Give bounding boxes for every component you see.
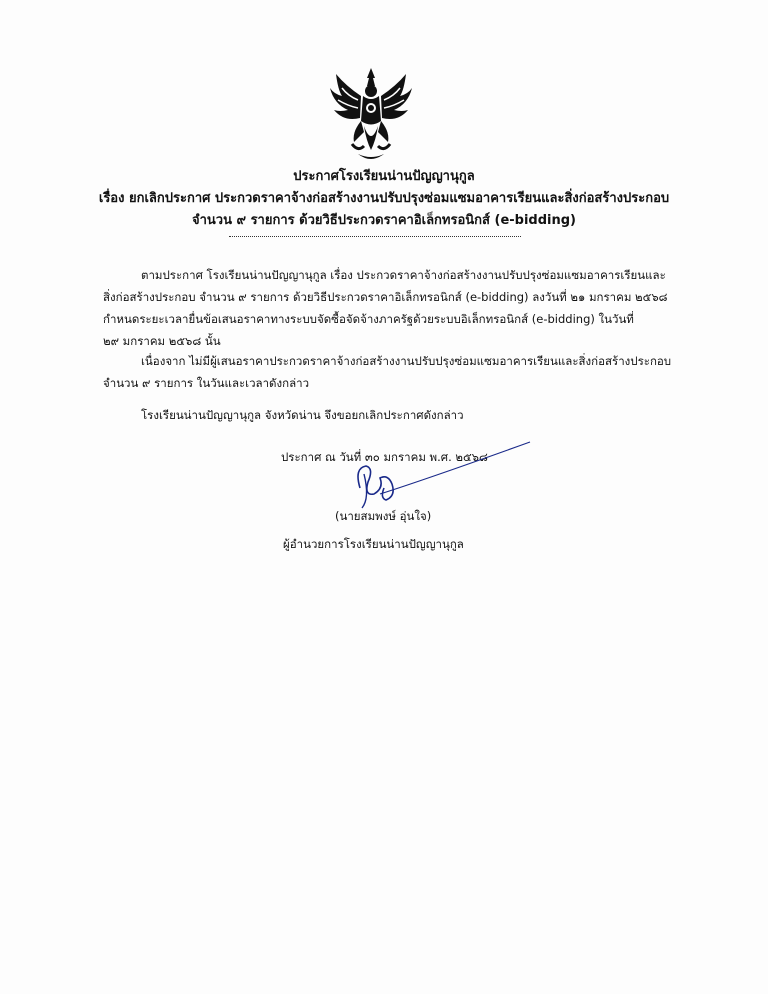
announcement-title: ประกาศโรงเรียนน่านปัญญานุกูล bbox=[293, 169, 475, 184]
paragraph-reason bbox=[103, 350, 672, 394]
paragraph-line: เนื่องจาก ไม่มีผู้เสนอราคาประกวดราคาจ้างก่อสร้างงานปรับปรุงซ่อมแซมอาคารเรียนและสิ่งก่อสร้างประกอบ bbox=[141, 354, 672, 368]
paragraph-background bbox=[103, 264, 668, 352]
paragraph-line: โรงเรียนน่านปัญญานุกูล จังหวัดน่าน จึงขอยกเลิกประกาศดังกล่าว bbox=[141, 408, 464, 422]
garuda-emblem-icon bbox=[328, 66, 414, 166]
paragraph-line: จำนวน ๙ รายการ ในวันและเวลาดังกล่าว bbox=[103, 376, 310, 390]
announcement-subject: เรื่อง ยกเลิกประกาศ ประกวดราคาจ้างก่อสร้างงานปรับปรุงซ่อมแซมอาคารเรียนและสิ่งก่อสร้างประกอบ bbox=[98, 191, 670, 206]
paragraph-line: ๒๙ มกราคม ๒๕๖๘ นั้น bbox=[103, 334, 221, 348]
paragraph-cancellation bbox=[141, 404, 701, 426]
paragraph-line: ตามประกาศ โรงเรียนน่านปัญญานุกูล เรื่อง ประกวดราคาจ้างก่อสร้างงานปรับปรุงซ่อมแซมอาคารเรียนและ bbox=[141, 268, 666, 282]
announcement-date: ประกาศ ณ วันที่ ๓๐ มกราคม พ.ศ. ๒๕๖๘ bbox=[281, 450, 488, 464]
signer-name: (นายสมพงษ์ อุ่นใจ) bbox=[335, 509, 432, 523]
announcement-subject-continued: จำนวน ๙ รายการ ด้วยวิธีประกวดราคาอิเล็กทรอนิกส์ (e-bidding) bbox=[192, 213, 576, 228]
title-divider bbox=[229, 236, 521, 237]
paragraph-line: กำหนดระยะเวลายื่นข้อเสนอราคาทางระบบจัดซื้อจัดจ้างภาครัฐด้วยระบบอิเล็กทรอนิกส์ (e-bidding) ในวันที่ bbox=[103, 312, 634, 326]
handwritten-signature bbox=[340, 438, 540, 518]
signer-position: ผู้อำนวยการโรงเรียนน่านปัญญานุกูล bbox=[283, 537, 464, 551]
paragraph-line: สิ่งก่อสร้างประกอบ จำนวน ๙ รายการ ด้วยวิธีประกวดราคาอิเล็กทรอนิกส์ (e-bidding) ลงวันที่ ๒๑ มกราคม ๒๕๖๘ bbox=[103, 290, 668, 304]
